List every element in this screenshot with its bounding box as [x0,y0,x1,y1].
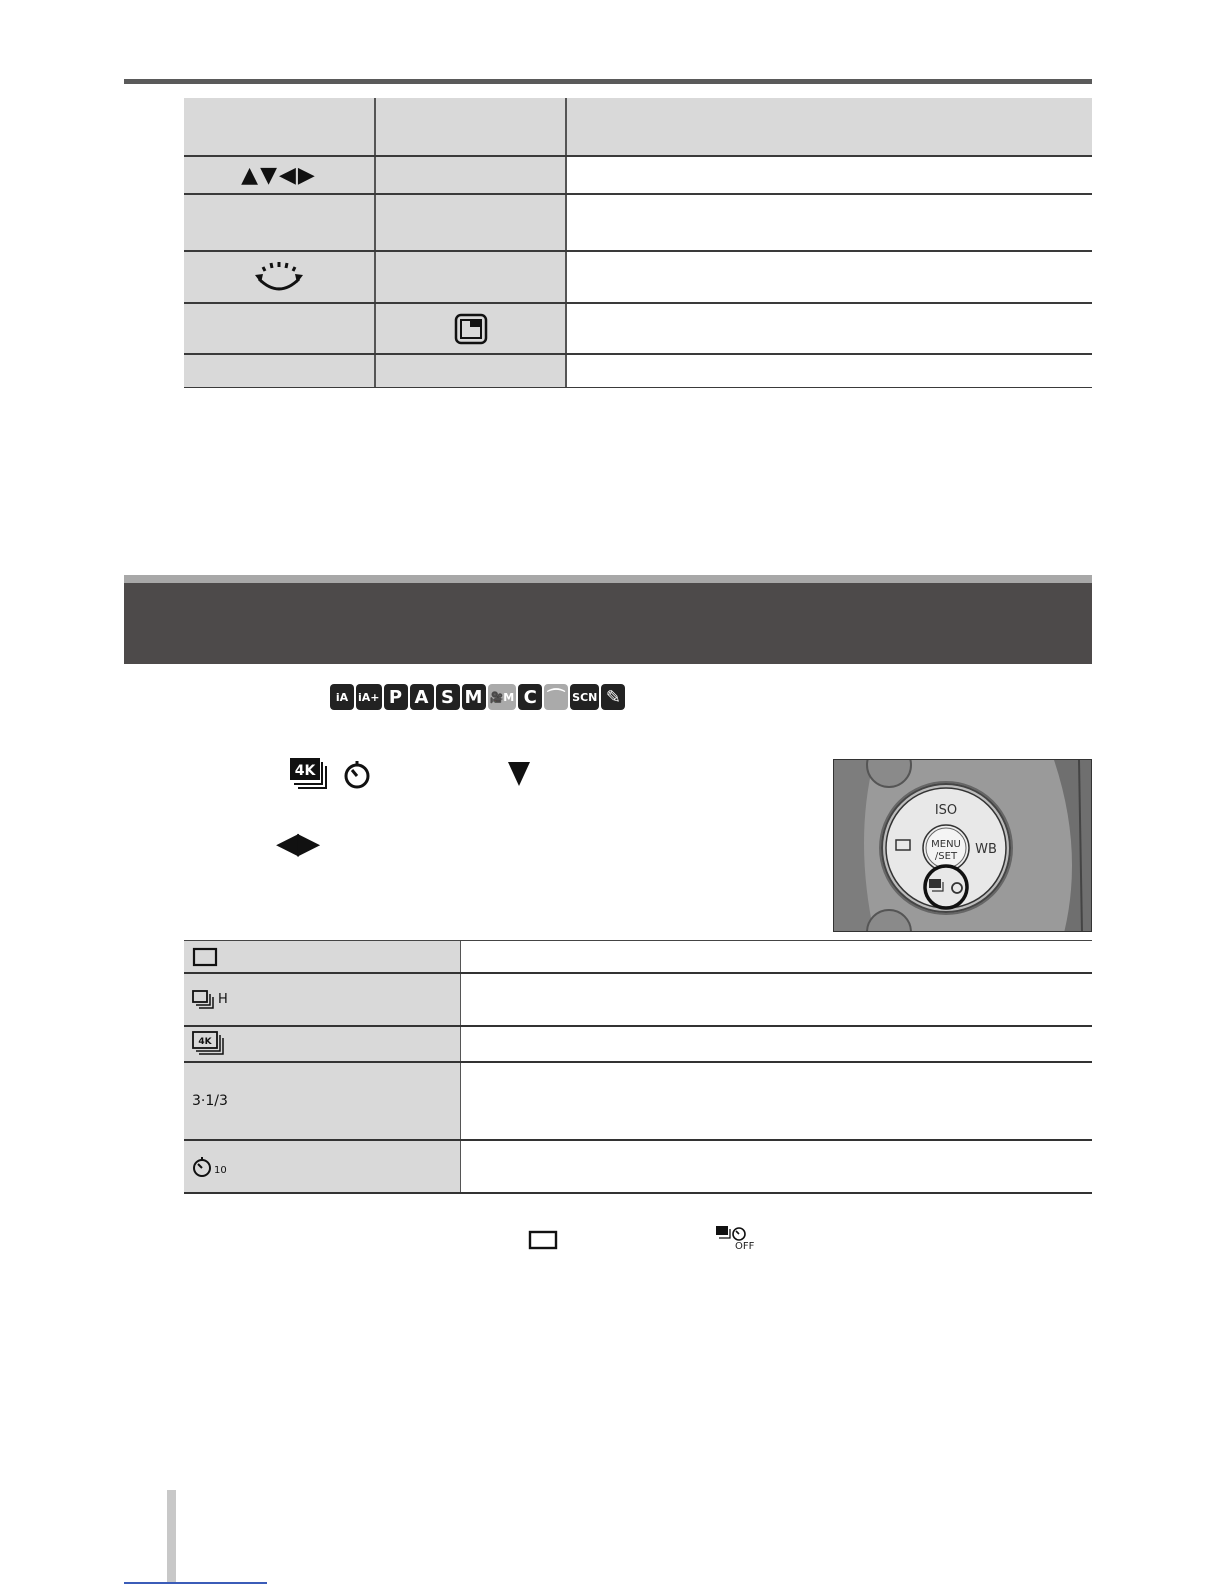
applicable-modes [330,684,625,710]
single-shot-icon [192,946,220,968]
off-label: OFF [735,1241,755,1252]
left-right-arrows-icon: ◀▶ [276,826,319,861]
bracket-setting-label: 3·1/3 [192,1093,228,1109]
table-row [184,195,1092,252]
table-row [184,157,1092,195]
svg-text:4K: 4K [198,1037,212,1047]
set-label: /SET [934,851,958,862]
mode-m-icon: M [462,684,486,710]
mode-scn-icon: SCN [570,684,599,710]
mode-creative-control-icon: ✎ [601,684,625,710]
note-icons [528,1228,768,1258]
mode-panorama-icon: ⌒ [544,684,568,710]
section-banner-accent [124,575,1092,583]
table-row [184,1063,1092,1141]
control-dial-icon [251,259,307,295]
burst-speed-label: H [218,992,228,1007]
camera-back-illustration [834,760,1092,932]
menu-label: MENU [931,839,961,850]
self-timer-icon [342,758,372,790]
table-row [184,252,1092,304]
wb-label: WB [975,842,997,857]
mode-p-icon: P [384,684,408,710]
mode-ia-plus-icon: iA+ [356,684,382,710]
self-timer-icon [192,1156,214,1178]
table-header-row [184,98,1092,157]
mode-a-icon: A [410,684,434,710]
mode-c-icon: C [518,684,542,710]
iso-label: ISO [934,803,958,818]
table-row [184,304,1092,355]
table-row [184,974,1092,1027]
section-banner [124,583,1092,664]
mode-creative-video-icon: 🎥M [488,684,517,710]
drive-mode-button-icons [290,758,372,790]
burst-icon [192,989,218,1011]
bottom-link-underline[interactable] [124,1582,267,1584]
4k-photo-icon [192,1031,228,1057]
display-button-icon [454,313,488,345]
drive-mode-table [184,940,1092,1194]
svg-text:4K: 4K [294,763,316,779]
controls-table [184,98,1092,388]
top-rule [124,79,1092,84]
mode-s-icon: S [436,684,460,710]
cursor-buttons-icon: ▲▼◀▶ [241,162,317,188]
table-row [184,941,1092,974]
page-side-bar [167,1490,176,1584]
table-row [184,355,1092,388]
down-arrow-icon [508,762,530,786]
camera-button-photo [833,759,1092,932]
table-row [184,1141,1092,1194]
4k-photo-icon [290,758,332,790]
table-row [184,1027,1092,1063]
timer-seconds-label: 10 [214,1165,227,1176]
single-shot-icon [528,1228,560,1252]
mode-ia-icon: iA [330,684,354,710]
